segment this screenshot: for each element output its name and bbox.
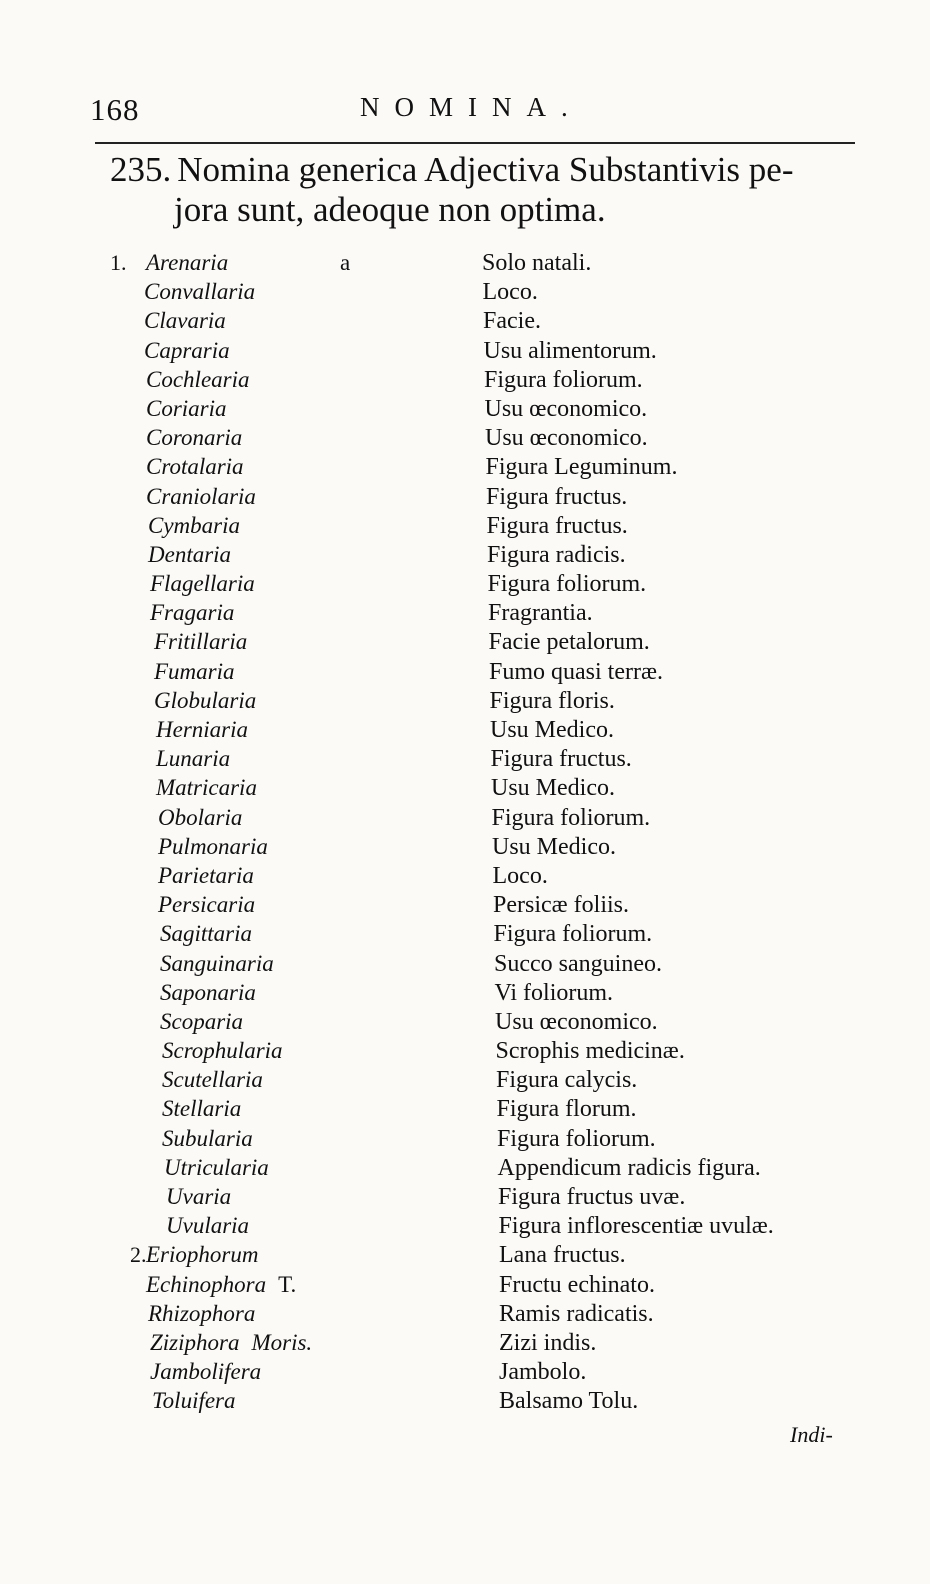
list-item: [110, 1155, 880, 1184]
genus-name: [150, 1359, 273, 1385]
genus-text: Crotalaria: [146, 454, 244, 480]
genus-name: [154, 659, 247, 685]
genus-text: Parietaria: [158, 862, 254, 888]
genus-name: [154, 688, 268, 714]
genus-name: [156, 717, 260, 743]
list-item: [110, 1126, 880, 1155]
etymology-reason: Figura radicis.: [487, 541, 626, 568]
genus-name: [146, 484, 268, 510]
genus-text: Clavaria: [144, 308, 226, 334]
genus-text: Obolaria: [158, 804, 243, 830]
genus-text: Coriaria: [146, 395, 227, 421]
etymology-reason: Figura fructus.: [486, 483, 628, 510]
etymology-reason: Figura foliorum.: [491, 804, 651, 831]
preposition: a: [340, 250, 351, 275]
genus-name: [156, 746, 242, 772]
etymology-reason: Figura foliorum.: [493, 921, 653, 948]
etymology-reason: Fragrantia.: [488, 600, 593, 627]
etymology-reason: Persicæ foliis.: [493, 892, 629, 919]
genus-name: [158, 863, 266, 889]
etymology-reason: Usu Medico.: [490, 717, 614, 743]
genus-text: Eriophorum: [146, 1242, 259, 1268]
list-item: [110, 1242, 880, 1271]
list-item: [110, 1067, 880, 1096]
etymology-reason: Loco.: [482, 279, 538, 306]
list-item: [110, 396, 880, 425]
genus-text: Saponaria: [160, 979, 256, 1005]
etymology-reason: Fructu echinato.: [499, 1271, 655, 1298]
etymology-reason: Jambolo.: [499, 1359, 587, 1386]
etymology-reason: Usu œconomico.: [495, 1008, 658, 1035]
list-item: [110, 308, 880, 337]
etymology-reason: Figura calycis.: [496, 1067, 638, 1094]
list-item: [110, 367, 880, 396]
etymology-reason: Solo natali.: [482, 250, 592, 276]
etymology-reason: Scrophis medicinæ.: [495, 1038, 685, 1065]
genus-name: [154, 629, 259, 655]
genus-text: Sanguinaria: [160, 950, 274, 976]
genus-name: [160, 921, 264, 947]
etymology-reason: Figura florum.: [496, 1096, 637, 1123]
genus-name: [160, 951, 286, 977]
genus-name: [146, 1242, 270, 1268]
genus-name: [150, 600, 246, 626]
list-item: [110, 484, 880, 513]
genus-text: Utricularia: [164, 1154, 269, 1180]
etymology-reason: Balsamo Tolu.: [499, 1388, 639, 1415]
list-item: [110, 1009, 880, 1038]
genus-name: [148, 1301, 267, 1327]
genus-text: Herniaria: [156, 717, 248, 742]
list-item: [110, 513, 880, 542]
genus-text: Uvaria: [166, 1184, 232, 1209]
list-item: [110, 688, 880, 717]
genus-name: [152, 1388, 248, 1414]
genus-name: [166, 1213, 261, 1239]
genus-text: Subularia: [162, 1125, 253, 1151]
genus-name: [148, 542, 243, 568]
list-item: [110, 629, 880, 658]
genus-name: [156, 775, 269, 801]
etymology-reason: Figura inflorescentiæ uvulæ.: [498, 1213, 774, 1240]
etymology-reason: Figura foliorum.: [487, 571, 647, 598]
genus-text: Pulmonaria: [158, 833, 268, 859]
genus-text: Cymbaria: [148, 512, 240, 538]
etymology-reason: Facie petalorum.: [488, 629, 650, 656]
etymology-reason: Figura floris.: [489, 687, 615, 714]
genus-name: [144, 308, 238, 334]
genus-text: Jambolifera: [150, 1359, 262, 1385]
genus-text: Toluifera: [152, 1388, 236, 1414]
etymology-reason: Figura Leguminum.: [485, 454, 678, 481]
list-item: [110, 542, 880, 571]
genus-name: [148, 513, 252, 539]
list-item: [110, 1301, 880, 1330]
genus-text: Sagittaria: [160, 921, 253, 947]
etymology-reason: Loco.: [492, 862, 548, 889]
item-marker: 2.: [130, 1242, 147, 1268]
etymology-reason: Facie.: [483, 308, 541, 335]
etymology-reason: Figura foliorum.: [497, 1125, 656, 1152]
list-item: [110, 659, 880, 688]
genus-name: [162, 1038, 295, 1064]
list-item: [110, 425, 880, 454]
genus-text: Lunaria: [156, 746, 231, 772]
genus-name: [162, 1096, 253, 1122]
etymology-reason: Figura foliorum.: [484, 366, 643, 393]
section-text-line2: jora sunt, adeoque non optima.: [174, 190, 606, 229]
genus-text: Flagellaria: [150, 571, 255, 597]
list-item: [110, 717, 880, 746]
genus-text: Coronaria: [146, 425, 243, 451]
list-item: [110, 1272, 880, 1301]
etymology-reason: Figura fructus.: [490, 746, 632, 773]
genus-name: [150, 1330, 312, 1356]
list-item: [110, 250, 880, 279]
genus-text: Scutellaria: [162, 1067, 263, 1093]
header-rule: [95, 142, 855, 144]
genus-text: Scoparia: [160, 1008, 244, 1034]
genus-name: [144, 338, 242, 364]
genus-text: Echinophora: [146, 1271, 267, 1297]
etymology-reason: Zizi indis.: [499, 1329, 597, 1356]
list-item: [110, 1096, 880, 1125]
genus-text: Globularia: [154, 687, 257, 713]
genus-name: [150, 571, 267, 597]
list-item: [110, 571, 880, 600]
list-item: [110, 600, 880, 629]
genus-text: Capraria: [144, 337, 230, 363]
genus-text: Cochlearia: [146, 366, 250, 392]
genus-name: [158, 892, 267, 918]
genus-name: [146, 425, 254, 451]
genus-text: Fumaria: [154, 658, 235, 684]
etymology-reason: Usu Medico.: [492, 833, 616, 860]
genus-text: Ziziphora: [150, 1329, 240, 1355]
genus-text: Convallaria: [144, 279, 256, 305]
etymology-reason: Fumo quasi terræ.: [489, 658, 663, 685]
list-item: [110, 921, 880, 950]
list-item: [110, 1213, 880, 1242]
list-item: [110, 951, 880, 980]
item-marker: 1.: [110, 250, 127, 275]
etymology-reason: Usu Medico.: [491, 775, 615, 802]
author-abbrev: T.: [278, 1271, 297, 1297]
etymology-reason: Appendicum radicis figura.: [497, 1154, 761, 1181]
list-item: [110, 980, 880, 1009]
genus-name: [146, 1272, 296, 1298]
genus-name: [162, 1126, 265, 1152]
genus-text: Rhizophora: [148, 1300, 256, 1326]
genus-text: Matricaria: [156, 775, 257, 801]
etymology-reason: Lana fructus.: [499, 1242, 626, 1269]
genus-text: Uvularia: [166, 1213, 250, 1239]
genus-name: [160, 1009, 255, 1035]
genus-name: [144, 279, 267, 305]
genus-text: Fritillaria: [154, 629, 248, 655]
genus-name: [158, 805, 254, 831]
genus-name: [146, 396, 239, 422]
genus-text: Craniolaria: [146, 483, 256, 509]
etymology-reason: Succo sanguineo.: [494, 950, 662, 977]
list-item: [110, 338, 880, 367]
genus-text: Scrophularia: [162, 1038, 283, 1064]
list-item: [110, 892, 880, 921]
running-title: NOMINA.: [360, 92, 583, 122]
list-item: [110, 1184, 880, 1213]
etymology-reason: Usu œconomico.: [485, 425, 648, 452]
etymology-reason: Figura fructus.: [486, 512, 628, 539]
genus-name: [146, 367, 262, 393]
etymology-reason: Vi foliorum.: [494, 979, 614, 1006]
genera-list: [110, 250, 880, 1418]
etymology-reason: Usu alimentorum.: [483, 337, 657, 364]
section-number: 235.: [110, 150, 172, 189]
author-abbrev: Moris.: [251, 1329, 313, 1355]
genus-name: [146, 454, 256, 480]
genus-text: Fragaria: [150, 600, 235, 626]
genus-name: [146, 250, 240, 276]
list-item: [110, 1038, 880, 1067]
list-item: [110, 1330, 880, 1359]
page-number: 168: [90, 92, 140, 127]
list-item: [110, 775, 880, 804]
page-header: [90, 92, 830, 140]
list-item: [110, 746, 880, 775]
genus-name: [158, 834, 280, 860]
list-item: [110, 863, 880, 892]
catchword: Indi-: [790, 1422, 833, 1447]
genus-text: Stellaria: [162, 1096, 242, 1122]
list-item: [110, 834, 880, 863]
genus-text: Arenaria: [146, 250, 229, 275]
list-item: [110, 279, 880, 308]
etymology-reason: Ramis radicatis.: [499, 1300, 654, 1327]
genus-name: [162, 1067, 275, 1093]
genus-name: [166, 1184, 243, 1210]
list-item: [110, 454, 880, 483]
genus-name: [160, 980, 268, 1006]
list-item: [110, 1388, 880, 1417]
section-heading: [110, 150, 870, 230]
etymology-reason: Figura fructus uvæ.: [498, 1184, 686, 1210]
genus-text: Persicaria: [158, 892, 256, 918]
section-text-line1: Nomina generica Adjectiva Substantivis pe-: [177, 150, 794, 189]
genus-text: Dentaria: [148, 541, 232, 567]
etymology-reason: Usu œconomico.: [484, 395, 648, 422]
genus-name: [164, 1155, 281, 1181]
list-item: [110, 1359, 880, 1388]
list-item: [110, 805, 880, 834]
